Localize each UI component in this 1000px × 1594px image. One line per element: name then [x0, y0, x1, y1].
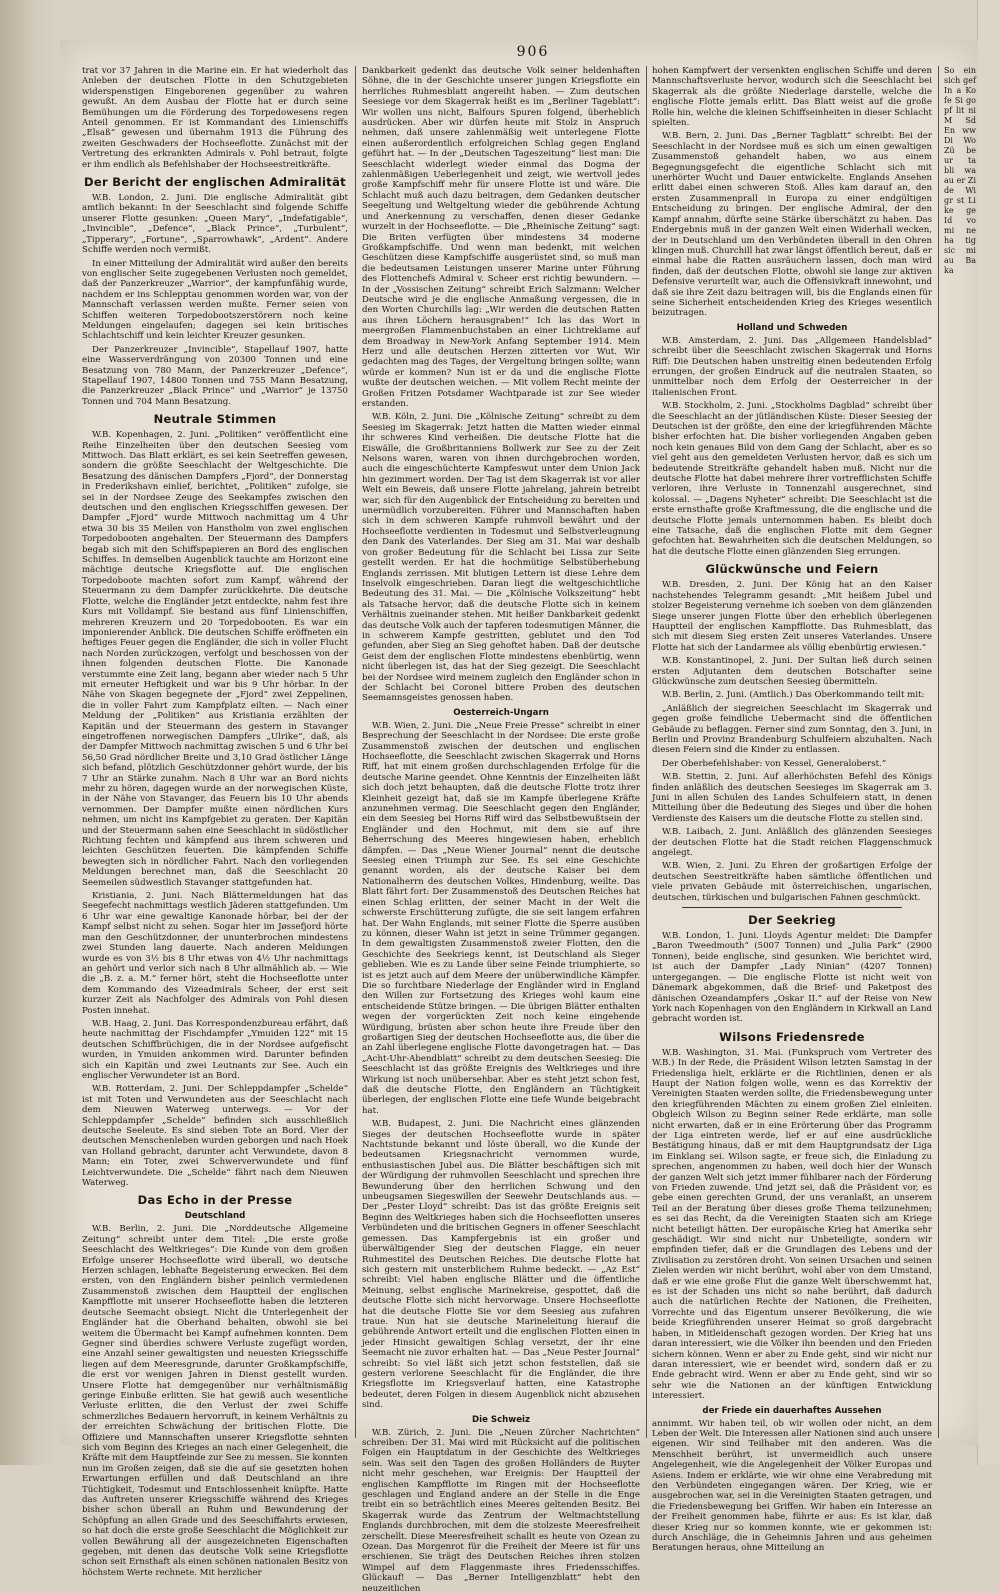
article-paragraph: W.B. Zürich, 2. Juni. Die „Neuen Zürcher Nachrichten“ schreiben: Der 31. Mai wird mit Rücksicht auf die politischen Folgen ein Hauptdatum in der Geschichte des Weltkrieges sein. Was seit den Tagen des großen Holländers de Ruyter nicht mehr geschehen, war Ereignis: Der Hauptteil der englischen Kampfflotte im Ringen mit der Hochseeflotte geschlagen und England andere an der Stelle in die Enge treibt ein so beträchtlich eines Meeres geltenden Besitz. Bei Skagerrak wurde das Zentrum der Weltmachtstellung Englands durchbrochen, mit dem die stolzeste Meeresfreiheit zerschellt. Diese Meeresfreiheit schallt es heute von Ozean zu Ozean. Das Morgenrot für die Freiheit der Meere ist für uns erschienen. Sie trägt des Deutschen Reiches ihren stolzen Wimpel auf dem Flaggenmaste ihres Friedensschiffes. Glückauf! — Das „Berner Intelligenzblatt“ hebt den neuzeitlichen [362, 1427, 640, 1594]
article-paragraph: W.B. Laibach, 2. Juni. Anläßlich des glänzenden Seesieges der deutschen Flotte hat die Stadt reichen Flaggenschmuck angelegt. [652, 827, 932, 859]
section-heading: Der Bericht der englischen Admiralität [84, 175, 346, 190]
article-paragraph: W.B. Wien, 2. Juni. Zu Ehren der großartigen Erfolge der deutschen Seestreitkräfte haben sämtliche öffentlichen und viele privaten Gebäude mit österreichischen, ungarischen, deutschen, türkischen und bulgarischen Fahnen geschmückt. [652, 861, 932, 903]
article-paragraph: hohen Kampfwert der versenkten englischen Schiffe und deren Mannschaftsverluste hervor, wodurch sich die Seeschlacht bei Skagerrak als die größte Niederlage darstelle, welche die englische Flotte jemals erlitt. Das Blatt weist auf die große Rolle hin, welche die kleinen Schiffseinheiten in dieser Schlacht spielten. [652, 66, 932, 129]
article-paragraph: Der Panzerkreuzer „Invincible“, Stapellauf 1907, hatte eine Wasserverdrängung von 20300 Tonnen und eine Besatzung von 780 Mann, der Panzerkreuzer „Defence“, Stapellauf 1907, 14800 Tonnen und 755 Mann Besatzung, die Panzerkreuzer „Black Prince“ und „Warrior“ je 13750 Tonnen und 704 Mann Besatzung. [82, 344, 348, 407]
article-paragraph: W.B. London, 2. Juni. Die englische Admiralität gibt amtlich bekannt: In der Seeschlacht sind folgende Schiffe unserer Flotte gesunken: „Queen Mary“, „Indefatigable“, „Invincible“, „Defence“, „Black Prince“, „Turbulent“, „Tipperary“, „Fortune“, „Sparrowhawk“, „Ardent“. Andere Schiffe werden noch vermißt. [82, 193, 348, 256]
article-paragraph: W.B. Stettin, 2. Juni. Auf allerhöchsten Befehl des Königs finden anläßlich des deutschen Seesieges im Skagerrak am 3. Juni in allen Schulen des Landes Schulfeiern statt, in denen Mitteilung über die Bedeutung des Sieges und über die hohen Verdienste des Kaisers um die deutsche Flotte zu stellen sind. [652, 772, 932, 824]
article-paragraph: W.B. Washington, 31. Mai. (Funkspruch vom Vertreter des W.B.) In der Rede, die Präsident Wilson letzten Samstag in der Friedensliga hielt, erklärte er die Richtlinien, denen er als Haupt der Nation folgen wolle, wenn es das Korrektiv der Vereinigten Staaten werden sollte, die Friedensbewegung unter den kriegführenden Mächten zu einem großen Ziel einleiten. Obgleich Wilson zu Beginn seiner Rede erklärte, man solle nicht erwarten, daß er in eine Erörterung über das Programm der Liga eintreten werde, lief er auf eine ausdrückliche Bestätigung hinaus, daß er mit dem Hauptgrundsatz der Liga im Einklang sei. Wilson sagte, er freue sich, die Einladung zu sprechen, angenommen zu haben, weil doch hier der Wunsch der ganzen Welt sich jetzt immer fühlbarer nach der Förderung von Frieden zuwende. Und jetzt sei, daß die Präsident vor, es gebe einen gerechten Grund, der uns veranlaßt, an unserem Teil an der Beratung über dieses große Thema teilzunehmen; es sei das Recht, da die Vereinigten Staaten sich am Kriege nicht beteiligt hätten. Der europäische Krieg hat Amerika sehr geschädigt. Wir sind nicht nur Unbeteiligte, sondern wir empfinden tiefer, daß er die Grundlagen des Lebens und der Zivilisation zu zerstören droht. Von seinen Ursachen und seinen Zielen werden wir nicht berührt, wohl aber von dem Umstand, daß er wie eine große Flut die ganze Welt überschwemmt hat, es ist der Schaden uns nicht so nahe berührt, daß dadurch auch die natürlichen Rechte der Nationen, die Freiheiten, Vorrechte und das Eigentum unserer Bevölkerung, die wie beide Kriegführenden unserer Heimat so groß dargebracht haben, in Mitleidenschaft gezogen worden. Der Krieg hat uns daran interessiert, wie die Völker ihn beenden und den Frieden sichern können. Wenn er aber zu Ende geht, sind wir nicht nur daran interessiert, wie er beendet wird, sondern daß er zu Ende gebracht wird. Wenn er aber zu Ende geht, sind wir so sehr wie die Nationen an der künftigen Entwicklung interessiert. [652, 1047, 932, 1402]
column-rule [646, 66, 647, 1438]
article-paragraph: „Anläßlich der siegreichen Seeschlacht im Skagerrak und gegen große feindliche Uebermacht sind die öffentlichen Gebäude zu beflaggen. Ferner sind zum Sonntag, den 3. Juni, in Berlin und Provinz Brandenburg Schulfeiern abzuhalten. Nach diesen Feiern sind die Kinder zu entlassen. [652, 703, 932, 756]
subsection-heading: Deutschland [184, 1211, 246, 1222]
divider [682, 907, 902, 908]
subsection-heading: der Friede ein dauerhaftes Aussehen [702, 1405, 882, 1416]
section-heading: Wilsons Friedensrede [719, 1029, 865, 1044]
article-paragraph: In einer Mitteilung der Admiralität wird außer den bereits von englischer Seite zugegebenen Verlusten noch gemeldet, daß der Panzerkreuzer „Warrior“, der kampfunfähig wurde, nachdem er ins Schlepptau genommen worden war, von der Mannschaft verlassen werden mußte. Ferner seien von Schiffen weiteren Torpedobootszerstörern noch keine Meldungen eingelaufen; dagegen sei kein britisches Schlachtschiff und kein leichter Kreuzer gesunken. [82, 258, 348, 342]
section-heading: Der Seekrieg [748, 913, 836, 928]
cut-off-text: So ein sich gef In a Ko fe Si go pf lit ni M Sd En ww Di Wo Zü be ur ta bli wa au er Zi de Wi gr st Li ke ge Id vo mi ne ha tig sic mi au Ba ka [944, 66, 976, 275]
article-paragraph: W.B. Stockholm, 2. Juni. „Stockholms Dagblad“ schreibt über die Seeschlacht an der jütländischen Küste: Dieser Seesieg der Deutschen ist der größte, den eine der kriegführenden Mächte bisher erfochten hat. Die bisher vorliegenden Angaben geben noch kein genaues Bild von dem Gang der Schlacht, aber es so viel geht aus den gemeldeten Verlusten hervor, daß es sich um bedeutende Streitkräfte gehandelt haben muß. Nicht nur die deutsche Flotte hat dabei mehrere ihrer vortrefflichsten Schiffe verloren, ihre Verluste in Tonnenzahl ausgerechnet, sind kolossal. — „Dagens Nyheter“ schreibt: Die Seeschlacht ist die erste ernsthafte große Kraftmessung, die die englische und die deutsche Flotte jemals unternommen haben. Es bleibt doch eine Tatsache, daß die englischen Flotte mit dem Gegner gefochten hat. Bewahrheiten sich die deutschen Meldungen, so hat die deutsche Flotte einen glänzenden Sieg errungen. [652, 401, 932, 557]
article-paragraph: annimmt. Wir haben teil, ob wir wollen oder nicht, an dem Leben der Welt. Die Interessen aller Nationen sind auch unsere eigenen. Wir sind Teilhaber mit den anderen. Was die Menschheit berührt, ist unvermeidlich auch unsere Angelegenheit, wie die Angelegenheit der Völker Europas und Asiens. Indem er erklärte, wie wir ohne eine Verabredung mit den Verbündeten eingegangen wären. Der Krieg, wie er ausgebrochen war, sei in die Vereinigten Staaten getragen, und die Friedensbewegung bei Griffen. Wir haben ein Interesse an der Freiheit genommen habe, führte er aus: Es ist klar, daß dieser Krieg nur so kommen konnte, wie er gekommen ist: durch Anschläge, die in Geheimnis Jahren und aus geheimen Beratungen heraus, ohne Mitteilung an [652, 1418, 932, 1554]
section-heading: Neutrale Stimmen [153, 412, 277, 427]
article-paragraph: trat vor 37 Jahren in die Marine ein. Er hat wiederholt das Anleben der deutschen Flotte in den Schutzgebieten widerspenstigen Eingeborenen gegenüber zu wahren gewußt. An dem Ausbau der Flotte hat er durch seine Bemühungen um die Förderung des Torpedowesens regen Anteil genommen. Er ist Kommandant des Linienschiffs „Elsaß“ gewesen und übernahm 1913 die Führung des zweiten Geschwaders der Hochseeflotte. Zunächst mit der Vertretung des erkrankten Admirals v. Pohl betraut, folgte er ihm endlich als Befehlshaber der Hochseestreitkräfte. [82, 66, 348, 170]
subsection-heading: Die Schweiz [471, 1414, 531, 1425]
column-2 [362, 66, 641, 1594]
subsection-heading: Holland und Schweden [736, 322, 848, 333]
article-paragraph: Der Oberbefehlshaber: von Kessel, Generaloberst.“ [662, 758, 887, 769]
section-heading: Glückwünsche und Feiern [705, 562, 879, 577]
page-number: 906 [516, 44, 550, 60]
column-1 [82, 66, 348, 1578]
article-paragraph: W.B. Berlin, 2. Juni. (Amtlich.) Das Oberkommando teilt mit: [662, 690, 925, 701]
article-paragraph: W.B. Berlin, 2. Juni. Die „Norddeutsche Allgemeine Zeitung“ schreibt unter dem Titel: „Die erste große Seeschlacht des Weltkrieges“: Die Kunde von dem großen Erfolge unserer Hochseeflotte wird überall, wo deutsche Herzen schlagen, lebhafte Begeisterung erwecken. Bei dem ersten, von den Engländern bisher peinlich vermiedenen Zusammenstoß zwischen dem Hauptteil der englischen Kampfflotte mit unserer Hochseeflotte haben die letzteren deutsche Seemacht obsiegt. Nicht die Unterlegenheit der Engländer hat die Oberhand behalten, obwohl sie bei weitem die Übermacht bei Kampf aufnehmen konnten. Dem Gegner sind überdies schwere Verluste zugefügt worden, eine Anzahl seiner gewaltigsten und neuesten Kriegsschiffe liegen auf dem Meeresgrunde, darunter Großkampfschiffe, die erst vor wenigen Jahren in Dienst gestellt wurden. Unsere Flotte hat demgegenüber nur verhältnismäßig geringe Einbuße erlitten. Sie hat gewiß auch wesentliche Verluste erlitten, die den Verlust der zwei Schiffe schmerzliches Bedauern hervorruft, in keinem Verhältnis zu der erreichten Schwächung der britischen Flotte. Die Offiziere und Mannschaften unserer Kriegsflotte sehnten sich vom Beginn des Krieges an nach einer Gelegenheit, die Kräfte mit dem Hauptfeinde zur See zu messen. Sie konnten nun im Großen zeigen, daß sie die auf sie gesetzten hohen Erwartungen erfüllen und daß Deutschland an ihre Tüchtigkeit, Todesmut und Entschlossenheit knüpfte. Hatte das Auftreten unserer Kriegsschiffe während des Krieges bisher schon überall an Ruhm und Bewunderung der Schöpfung an allen Grade und des Seeschiffahrts erwiesen, so hat doch die erste große Seeschlacht die Möglichkeit zur vollen Bewährung all der ausgezeichneten Eigenschaften gegeben, mit denen das deutsche Volk seine Kriegsflotte schon seit Ernsthaft als einen schönen nationalen Besitz von höchstem Werte rechnete. Mit herzlicher [82, 1224, 348, 1578]
article-paragraph: W.B. Amsterdam, 2. Juni. Das „Allgemeen Handelsblad“ schreibt über die Seeschlacht zwischen Skagerrak und Horns Riff: Die Deutschen haben unstreitig einen bedeutenden Erfolg errungen, der großen Eindruck auf die neutralen Staaten, so unmittelbar noch dem Erfolg der Oesterreicher in der italienischen Front. [652, 335, 932, 398]
newspaper-page [60, 40, 978, 1594]
subsection-heading: Oesterreich-Ungarn [453, 707, 549, 718]
article-paragraph: W.B. Budapest, 2. Juni. Die Nachricht eines glänzenden Sieges der deutschen Hochseeflotte wurde in später Nachtstunde bekannt und löste überall, wo die Kunde der bedeutsamen Kriegsnachricht vernommen wurde, enthusiastischen Jubel aus. Die Blätter beschäftigen sich mit der Würdigung der ruhmvollen Seeschlacht und sprechen ihre Bewunderung über den herrlichen Schwung und den unbeugsamen Siegeswillen der Seewehr Deutschlands aus. — Der „Pester Lloyd“ schreibt: Das ist das größte Ereignis seit Beginn des Weltkrieges haben sich die Hochseeflotten unseres Verbündeten und die britischen Gegners in offener Seeschlacht gemessen. Das Kampfergebnis ist ein großer und überwältigender Sieg der deutschen Flagge, ein neuer Ruhmestitel des Deutschen Reiches. Die deutsche Flotte hat sich gestern mit unsterblichem Ruhme bedeckt. — „Az Est“ schreibt: Viel haben englische Blätter und die öffentliche Meinung, selbst englische Marinekreise, gespottet, daß die deutsche Flotte sich nicht hervorwage. Unsere Hochseeflotte hat die deutsche Flotte Sie vor dem Seesieg aus zufahren traue. Nun hat sie deutsche Marineleitung hierauf die gebührende Antwort erteilt und die englischen Flotten einen in jeder Hinsicht gewaltigen Schlag versetzt, der ihr eine Seemacht nie zuvor erhalten hat. — Das „Neue Pester Journal“ schreibt: So viel läßt sich jetzt schon feststellen, daß sie gestern verlorene Seeschlacht für die Engländer, die ihre Kriegsflotte im Kriegsverlauf hatten, eine Katastrophe bedeutet, deren Folgen in diesem Augenblick nicht abzusehen sind. [362, 1119, 640, 1411]
article-paragraph: W.B. Wien, 2. Juni. Die „Neue Freie Presse“ schreibt in einer Besprechung der Seeschlacht in der Nordsee: Die erste große Zusammenstoß zwischen der deutschen und englischen Hochseeflotte, die Seeschlacht zwischen Skagerrak und Horns Riff, hat mit einem großen durchschlagenden Erfolge für die deutsche Marine geendet. Ohne Kenntnis der Einzelheiten läßt sich doch jetzt behaupten, daß die deutsche Flotte trotz ihrer Kleinheit gezeigt hat, daß sie im Kampfe überlegene Kräfte anzunehmen vermag. Die Seeschlacht gegen den Engländer, ein dem Seesieg bei Horns Riff wird das Selbstbewußtsein der Engländer und den Hochmut, mit dem sie auf ihre Beherrschung des Meeres hingewiesen haben, erheblich dämpfen. — Das „Neue Wiener Journal“ nennt die deutsche Seesieg einen Triumph zur See. Es sei eine Geschichte genannt worden, als der deutsche Kaiser bei dem Nationalherrn des deutschen Volkes, Hindenburg, weilte. Das Blatt fährt fort: Der Zusammenstoß des Deutschen Reiches hat einen Schlag erlitten, der seiner Macht in der Welt die schwerste Erschütterung zufügte, die sie seit langem erfahren hat. Der Wahn Englands, mit seiner Flotte die Sperre ausüben zu können, dieser Wahn ist jetzt in seine Trümmer gegangen. In dem gewaltigsten Zusammenstoß zweier Flotten, den die Geschichte des Seekriegs kennt, ist Deutschland als Sieger geblieben. Wie es zu Lande über seine Feinde triumphierte, so ist es jetzt auch auf dem Meere der unüberwindliche Kämpfer. Die so furchtbare Niederlage der Engländer wird in England den Willen zur Fortsetzung des Krieges wohl kaum eine entscheidende Stütze bringen. — Die übrigen Blätter enthalten wegen der vorgerückten Zeit noch keine eingehende Würdigung, brüsten aber schon heute ihre Freude über den großartigen Sieg der deutschen Hochseeflotte aus, die über die an Zahl überlegene englische Flotte davongetragen hat. — Das „Acht-Uhr-Abendblatt“ schreibt zu dem deutschen Seesieg: Die Seeschlacht ist das größte Ereignis des Weltkrieges und ihre Wirkung ist noch unübersehbar. Aber es steht jetzt schon fest, daß die deutsche Flotte, den Engländern an Tüchtigkeit überlegen, der englischen Flotte eine tiefe Wunde beigebracht hat. [362, 720, 641, 1116]
article-paragraph: Dankbarkeit gedenkt das deutsche Volk seiner heldenhaften Söhne, die in der Geschichte unserer jungen Kriegsflotte ein herrliches Ruhmesblatt angereiht haben. — Zum deutschen Seesiege vor dem Skagerrak heißt es im „Berliner Tageblatt“: Wir wollen uns nicht, Balfours Spuren folgend, überheblich ausdrücken. Aber wir dürfen heute mit Stolz in Anspruch nehmen, daß unsere zahlenmäßig weit unterlegene Flotte einen außerordentlich erfolgreichen Schlag gegen England geführt hat. — In der „Deutschen Tageszeitung“ liest man: Die Seeschlacht widerlegt wieder einmal das Dogma der zahlenmäßigen Ueberlegenheit und zeigt, wie wertvoll jedes große Kampfschiff mehr für unsere Flotte ist und wäre. Die Schlacht muß auch dazu beitragen, dem Gedanken deutscher Seegeltung und Weltgeltung wieder die gebührende Achtung und Anerkennung zu verschaffen, denen dieser Gedanke wurzelt in der Hochseeflotte. — Die „Rheinische Zeitung“ sagt: Die Briten verfügten über mindestens 34 moderne Großkampfschiffe. Und wenn man bedenkt, mit welchen Geschützen diese Kampfschiffe ausgerüstet sind, so muß man die bedeutsamen Leistungen unserer Marine unter Führung des Flottenchefs Admiral v. Scheer erst richtig bewundern. — In der „Vossischen Zeitung“ schreibt Erich Salzmann: Welcher Deutsche wird je die englische Anmaßung vergessen, die in den Worten Churchills lag: „Wir werden die deutschen Ratten aus ihren Löchern herausgraben!“ Ich las das Wort in meergroßen Flammenbuchstaben an einer Lichtreklame auf dem Broadway in New-York Anfang September 1914. Mein Herz und alle deutschen Herzen zitterten vor Wut. Wir gedachten mag des Tages, der Vergeltung bringen sollte; wann würde er kommen? Nun ist er da und die englische Flotte wußte der deutschen weichen. — Mit vollem Recht meinte der Großen Fritzen Potsdamer Wachtparade ist zur See wieder erstanden. [362, 66, 640, 409]
adjacent-page-edge [977, 0, 1000, 1465]
column-4-fragment [944, 66, 976, 1438]
section-heading: Das Echo in der Presse [137, 1193, 293, 1208]
article-paragraph: W.B. Haag, 2. Juni. Das Korrespondenzbureau erfährt, daß heute nachmittag der Fischdampfer „Ymuiden 122“ mit 15 deutschen Schiffbrüchigen, die in der Nordsee aufgefischt wurden, in Ymuiden ankommen wird. Darunter befinden sich ein Kapitän und zwei Leutnants zur See. Auch ein englischer Verwundeter ist an Bord. [82, 1018, 348, 1081]
column-rule [938, 66, 939, 1438]
article-paragraph: W.B. Dresden, 2. Juni. Der König hat an den Kaiser nachstehendes Telegramm gesandt: „Mit heißem Jubel und stolzer Begeisterung vernehme ich soeben von dem glänzenden Siege unserer jungen Flotte über den erheblich überlegenen Hauptteil der englischen Kampfflotte. Das Ruhmesblatt, das sich mit diesem Sieg ersten Zeit unseres Vaterlandes. Unsere Flotte hat sich der Landarmee als völlig ebenbürtig erwiesen.“ [652, 580, 932, 653]
article-paragraph: W.B. London, 1. Juni. Lloyds Agentur meldet: Die Dampfer „Baron Tweedmouth“ (5007 Tonnen) und „Julia Park“ (2900 Tonnen), beide englische, sind gesunken. Wie berichtet wird, ist auch der Dampfer „Lady Ninian“ (4207 Tonnen) untergegangen. — Die englische Flotte ist nicht weit von Dänemark abgekommen, daß die Brief- und Paketpost des dänischen Ozeandampfers „Oskar II.“ auf der Reise von New York nach Kopenhagen von den Engländern in Kirkwall an Land gebracht worden ist. [652, 931, 932, 1025]
column-3 [652, 66, 932, 1554]
article-paragraph: W.B. Kopenhagen, 2. Juni. „Politiken“ veröffentlicht eine Reihe Einzelheiten über den deutschen Seesieg vom Mittwoch. Das Blatt erklärt, es sei kein Seetreffen gewesen, sondern die größte Seeschlacht der Weltgeschichte. Die Besatzung des dänischen Dampfers „Fjord“, der Donnerstag in Frederikshavn einlief, berichtet, „Politiken“ zufolge, sie sei in der Nordsee Zeuge des Seekampfes zwischen den deutschen und den englischen Kriegsschiffen gewesen. Der Dampfer „Fjord“ wurde Mittwoch nachmittag um 4 Uhr etwa 30 bis 35 Meilen von Hanstholm von zwei englischen Torpedobooten angehalten. Der Steuermann des Dampfers begab sich mit den Schiffspapieren an Bord des englischen Schiffes. In demselben Augenblick tauchte am Horizont eine mächtige deutsche Kriegsflotte auf. Die englischen Torpedoboote machten sofort zum Kampf, während der Steuermann zu dem Dampfer zurückkehrte. Die deutsche Flotte, welche die Engländer jetzt entdeckte, nahm fest ihre Kurs mit Volldampf. Sie bestand aus fünf Linienschiffen, mehreren Kreuzern und 20 Torpedobooten. Es war ein imponierender Anblick. Die deutschen Schiffe eröffneten ein heftiges Feuer gegen die Engländer, die sich in voller Flucht nach Norden zurückzogen, verfolgt und beschossen von der ihnen folgenden deutschen Flotte. Die Kanonade verstummte eine Zeit lang, begann aber wieder nach 5 Uhr mit erneuter Heftigkeit und war bis 9 Uhr hörbar. In der Nähe von Skagen begegnete der „Fjord“ zwei Zeppelinen, die in voller Fahrt zum Kampfplatz eilten. — Nach einer Meldung der „Politiken“ aus Kristiania erzählten der Kapitän und der Steuermann des gestern in Stavanger eingetroffenen norwegischen Dampfers „Ulrike“, daß, als der Dampfer Mittwoch nachmittag zwischen 5 und 6 Uhr bei 56,50 Grad nördlicher Breite und 3,10 Grad östlicher Länge sich befand, plötzlich Geschützdonner gehört wurde, der bis 7 Uhr an Stärke zunahm. Nach 8 Uhr war an Bord nichts mehr zu hören, dagegen wurde an der norwegischen Küste, in der Nähe von Stavanger, das Feuern bis 10 Uhr abends vernommen. Der Dampfer mußte einen nördlichen Kurs nehmen, um nicht ins Kampfgebiet zu geraten. Der Kapitän und der Steuermann sahen eine Seeschlacht in südöstlicher Richtung fechten und kämpfend aus ihrem schweren und leichten Geschützen feuerten. Die kämpfenden Schiffe bewegten sich in nördlicher Fahrt. Nach den vorliegenden Meldungen berechnet man, daß die Seeschlacht 20 Seemeilen südwestlich Stavanger stattgefunden hat. [82, 430, 348, 888]
book-binding-edge [0, 0, 60, 1465]
article-paragraph: W.B. Rotterdam, 2. Juni. Der Schleppdampfer „Schelde“ ist mit Toten und Verwundeten aus der Seeschlacht nach dem Nieuwen Waterweg unterwegs. — Vor der Schleppdampfer „Schelde“ befinden sich ausschließlich deutsche Seeleute. Es sind sieben Tote an Bord. Vier der deutschen Menschenleben wurden geborgen und nach Hoek van Holland gebracht, darunter acht Verwundete, davon 8 Mann; ein Toter, zwei Schwerverwundete und fünf Leichtverwundete. Die „Schelde“ fährt nach dem Nieuwen Waterweg. [82, 1084, 348, 1189]
column-rule [355, 66, 356, 1438]
article-paragraph: W.B. Konstantinopel, 2. Juni. Der Sultan ließ durch seinen ersten Adjutanten dem deutschen Botschafter seine Glückwünsche zum deutschen Seesieg übermitteln. [652, 656, 932, 687]
article-paragraph: W.B. Köln, 2. Juni. Die „Kölnische Zeitung“ schreibt zu dem Seesieg im Skagerrak: Jetzt hatten die Matten wieder einmal ihr schweres Kind verheißen. Die deutsche Flotte hat die Eiswälle, die Großbritanniens Bollwerk zur See zu der Zeit Nelsons waren, waren von ihnen durchgebrochen worden, auch die eingeschüchterte Kampfeswut unter dem Union Jack hin gezimmert worden. Der Tag ist dem Skagerrak ist vor aller Welt ein Beweis, daß unsere Flotte jahrelang, jahrein betreibt war, sich für den Augenblick der Entscheidung zu bereiten und unermüdlich vorzubereiten. Führer und Mannschaften haben sich in dem schweren Kampfe ruhmvoll bewährt und der Hochseeflotte verdienten in Todesmut und Selbstverleugnung den Dank des Vaterlandes. Der Sieg am 31. Mai war deshalb von großer Bedeutung für die Schlacht bei Lissa zur Seite gestellt werden. Er hat die hochmütige Selbstüberhebung Englands zerrissen. Mit blutigen Lettern ist diese Lehre dem Inselvolk eingeschrieben. Daran liegt die weltgeschichtliche Bedeutung des 31. Mai. — Die „Kölnische Volkszeitung“ hebt als Tatsache hervor, daß die deutsche Flotte sich in keinem Verhältnis zueinander stehen. Mit heißer Dankbarkeit gedenkt das deutsche Volk auch der tapferen todesmutigen Männer, die in schwerem Kampfe gestritten, geblutet und den Tod gefunden, aber Sieg an Sieg gehoftet haben. Daß der deutsche Geist dem der englischen Flotte mindestens ebenbürtig, wenn nicht überlegen ist, das hat der Sieg gezeigt. Die Seeschlacht bei der Nordsee wird meinem zugleich den Engländer schon in der Schlacht bei Coronel bittere Proben des deutschen Seemannsgeistes genossen haben. [362, 412, 640, 704]
article-paragraph: W.B. Bern, 2. Juni. Das „Berner Tagblatt“ schreibt: Bei der Seeschlacht in der Nordsee muß es sich um einen gewaltigen Zusammenstoß gehandelt haben, wo aus einem Begegnungsgefecht die eigentliche Schlacht sich mit unerhörter Wucht und Dauer entwickelte. Englands Ansehen erlitt dabei einen schweren Stoß. Alles kam darauf an, den ersten Zusammenprall in Europa zu einer endgültigen Entscheidung zu bringen. Der englische Admiral, der den Kampf annahm, dürfte seine Stärke überschätzt zu haben. Das Endergebnis muß in der ganzen Welt einen Widerhall wecken, der in Deutschland um den Verbündeten überall in den Ohren klingen muß. Churchill hat zwar längst öffentlich bereut, daß er einmal habe die Ratten ausräuchern lassen, doch man wird finden, daß der deutschen Flotte, obwohl sie lange zur aktiven Defensive verurteilt war, auch die Offensivkraft innewohnt, und daß sie ihre Zeit dazu beitragen will, bis die Englands einen für seine Sicherheit entscheidenden Krieg des Krieges wesentlich beizutragen. [652, 131, 932, 319]
article-paragraph: Kristiania, 2. Juni. Nach Blättermeldungen hat das Seegefecht nachmittags westlich Jäderen stattgefunden. Um 6 Uhr war eine gewaltige Kanonade hörbar, bei der der Kampf selbst nicht zu sehen. Sogar hier im Jøssefjord hörte man den Geschützdonner, der ununterbrochen mindestens zwei Stunden lang dauerte. Nach anderen Meldungen wurde es von 3½ bis 8 Uhr etwas von 4½ Uhr nachmittags an gehört und verlor sich nach 8 Uhr allmählich ab. — Wie die „B. z. a. M.“ ferner hört, steht die Hochseeflotte unter dem Kommando des Vizeadmirals Scheer, der erst seit kurzer Zeit als Nachfolger des Admirals von Pohl diesen Posten innehat. [82, 891, 348, 1016]
